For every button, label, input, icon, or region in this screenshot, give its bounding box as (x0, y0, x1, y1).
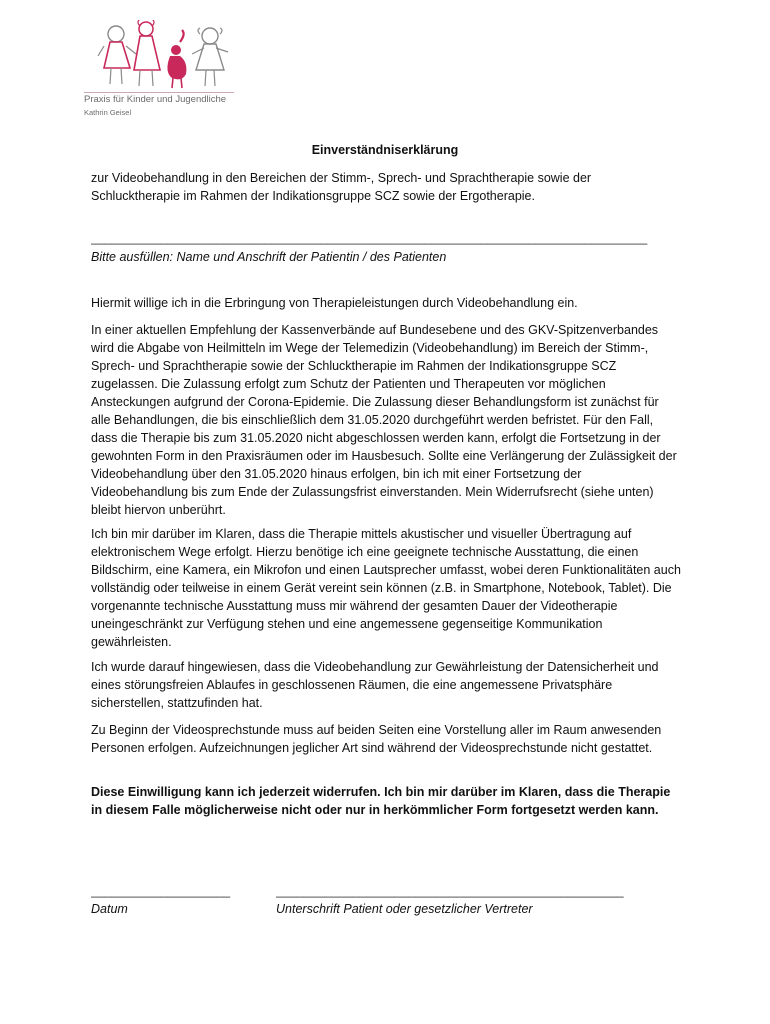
paragraph-technical-requirements: Ich bin mir darüber im Klaren, dass die Therapie mittels akustischer und visueller Übertragung auf elektronischem Wege erfolgt. Hierzu benötige ich eine geeignete technische Ausstattung, die einen Bildschirm, eine Kamera, ein Mikrofon und einen Lautsprecher umfasst, wobei deren Funktionalitäten auch vollständig oder teilweise in einem Gerät vereint sein können (z.B. in Smartphone, Notebook, Tablet). Die vorgenannte technische Ausstattung muss mir während der gesamten Dauer der Videotherapie uneingeschränkt zur Verfügung stehen und eine angemessene gegenseitige Kommunikation gewährleisten. (91, 527, 681, 649)
signature-field[interactable]: __________________________________________________ (276, 884, 624, 898)
name-address-caption: Bitte ausfüllen: Name und Anschrift der Patientin / des Patienten (91, 250, 447, 264)
practice-logo (84, 20, 244, 120)
intro-text: zur Videobehandlung in den Bereichen der Stimm-, Sprech- und Sprachtherapie sowie der Schlucktherapie im Rahmen der Indikationsgruppe SCZ sowie der Ergotherapie. (91, 171, 592, 203)
paragraph-legal-basis: In einer aktuellen Empfehlung der Kassenverbände auf Bundesebene und des GKV-Spitzenverbandes wird die Abgabe von Heilmitteln im Wege der Telemedizin (Videobehandlung) im Bereich der Stimm-, Sprech- und Sprachtherapie sowie der Schlucktherapie im Rahmen der Indikationsgruppe SCZ zugelassen. Die Zulassung erfolgt zum Schutz der Patienten und Therapeuten vor möglichen Ansteckungen aufgrund der Corona-Epidemie. Die Zulassung dieser Behandlungsform ist zunächst für alle Behandlungen, die bis einschließlich dem 31.05.2020 durchgeführt werden befristet. Für den Fall, dass die Therapie bis zum 31.05.2020 nicht abgeschlossen werden kann, erfolgt die Fortsetzung in der gewohnten Form in den Praxisräumen oder im Hausbesuch. Sollte eine Verlängerung der Zulässigkeit der Videobehandlung über den 31.05.2020 hinaus erfolgen, bin ich mit einer Fortsetzung der Videobehandlung bis zum Ende der Zulassungsfrist einverstanden. Mein Widerrufsrecht (siehe unten) bleibt hiervon unberührt. (91, 323, 677, 517)
page-title: Einverständniserklärung (311, 143, 459, 157)
children-illustration-icon (96, 20, 236, 92)
paragraph-introduction-recording: Zu Beginn der Videosprechstunde muss auf beiden Seiten eine Vorstellung aller im Raum anwesenden Personen erfolgen. Aufzeichnungen jeglicher Art sind während der Videosprechstunde nicht gestattet. (91, 723, 662, 755)
signature-caption: Unterschrift Patient oder gesetzlicher Vertreter (276, 902, 533, 916)
date-field[interactable]: ____________________ (91, 884, 231, 898)
name-address-field[interactable]: ________________________________________________________________________________ (91, 231, 648, 245)
paragraph-revocation: Diese Einwilligung kann ich jederzeit widerrufen. Ich bin mir darüber im Klaren, dass die Therapie in diesem Falle möglicherweise nicht oder nur in herkömmlicher Form fortgesetzt werden kann. (91, 785, 671, 817)
paragraph-privacy: Ich wurde darauf hingewiesen, dass die Videobehandlung zur Gewährleistung der Datensicherheit und eines störungsfreien Ablaufes in geschlossenen Räumen, die eine angemessene Privatsphäre sicherstellen, stattzufinden hat. (91, 660, 659, 710)
practice-owner: Kathrin Geisel (84, 108, 132, 117)
consent-statement: Hiermit willige ich in die Erbringung von Therapieleistungen durch Videobehandlung ein. (91, 296, 578, 310)
date-caption: Datum (91, 902, 128, 916)
logo-divider (84, 92, 234, 93)
practice-name: Praxis für Kinder und Jugendliche (84, 94, 227, 105)
